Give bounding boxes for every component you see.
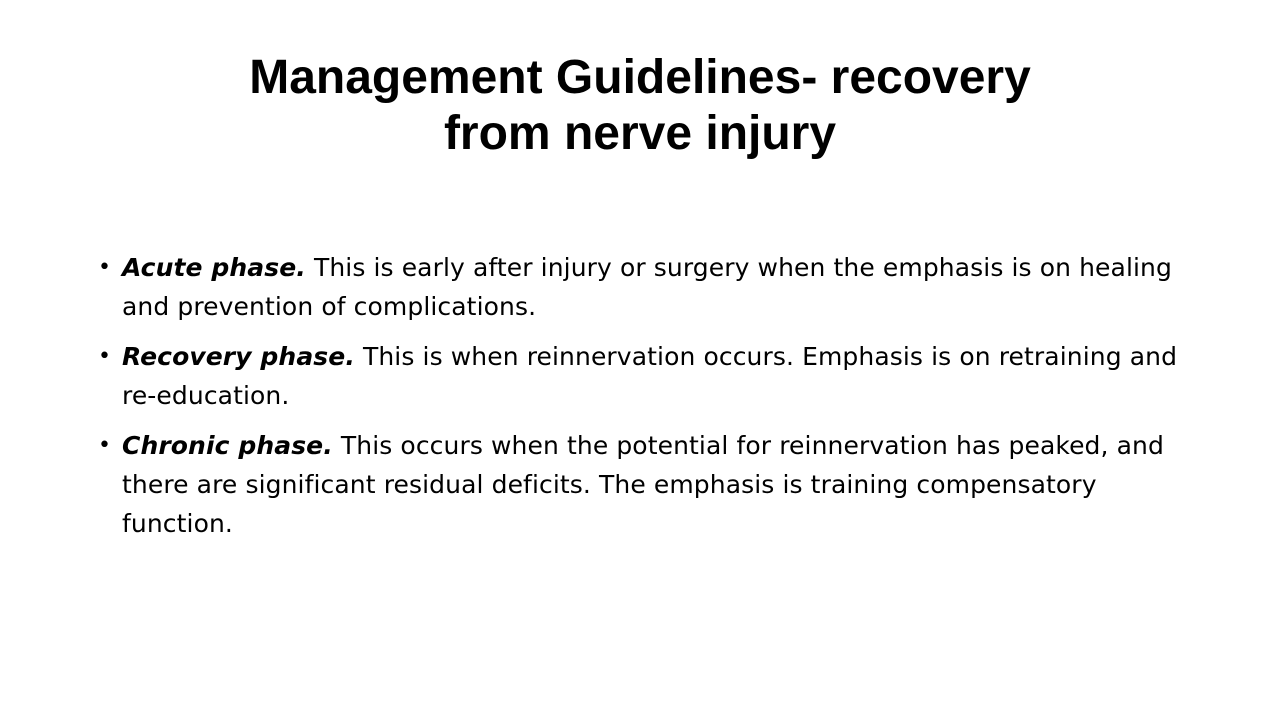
slide-title-line-1: Management Guidelines- recovery — [249, 51, 1031, 104]
bullet-text: This occurs when the potential for reinnervation has peaked, and there are significant residual deficits. The emphasis is training compensatory function. — [122, 431, 1164, 538]
slide-title-line-2: from nerve injury — [443, 107, 837, 160]
bullet-text: This is early after injury or surgery when the emphasis is on healing and prevention of complications. — [122, 253, 1172, 321]
bullet-text: This is when reinnervation occurs. Emphasis is on retraining and re-education. — [122, 342, 1178, 410]
slide-title — [90, 50, 1190, 162]
bullet-acute-phase — [96, 248, 1196, 326]
bullet-term: Recovery phase. — [122, 342, 355, 371]
bullet-dot-icon: • — [98, 255, 112, 280]
bullet-list — [96, 248, 1196, 554]
bullet-chronic-phase — [96, 426, 1196, 543]
bullet-term: Acute phase. — [122, 253, 306, 282]
bullet-term: Chronic phase. — [122, 431, 333, 460]
bullet-dot-icon: • — [98, 344, 112, 369]
bullet-recovery-phase — [96, 337, 1196, 415]
bullet-dot-icon: • — [98, 433, 112, 458]
